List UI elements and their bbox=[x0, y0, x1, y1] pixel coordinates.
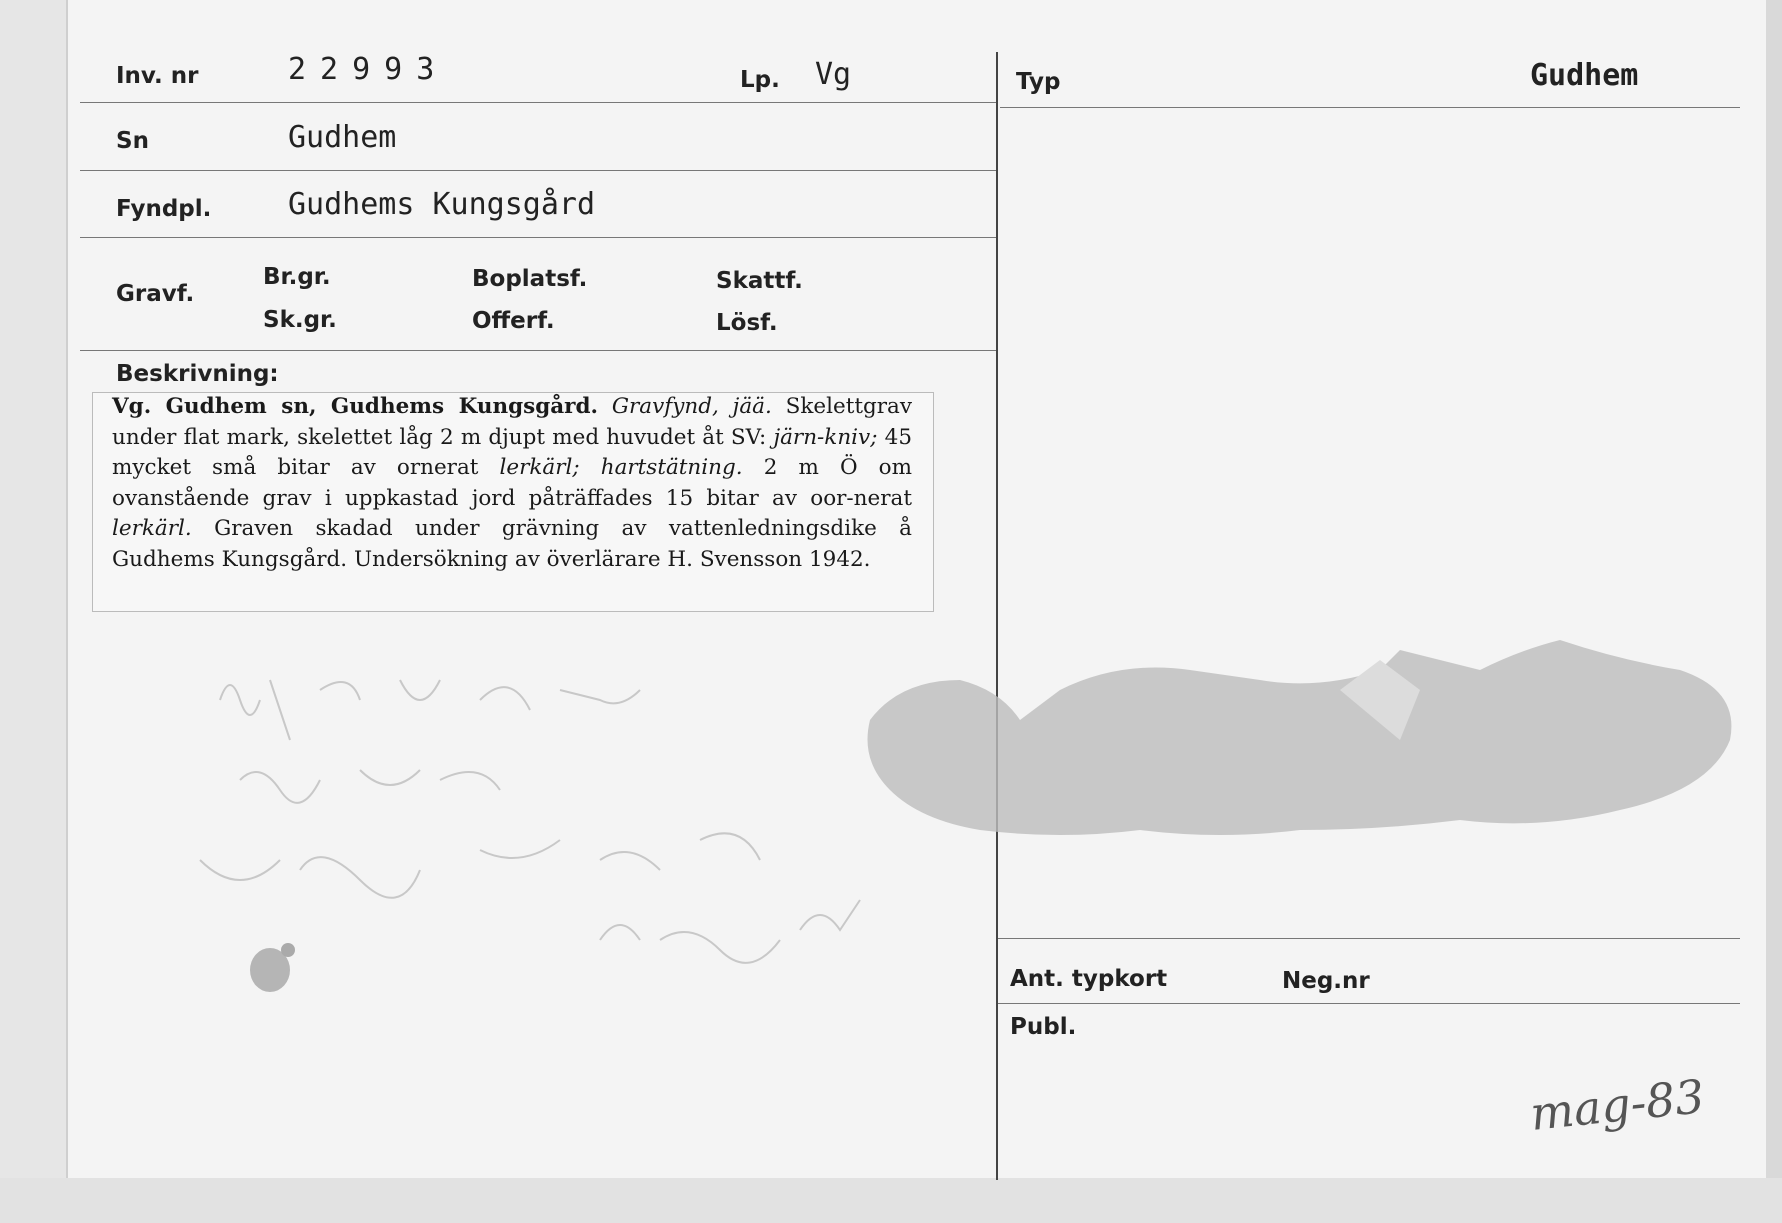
losf-label: Lösf. bbox=[716, 310, 778, 336]
gravf-label: Gravf. bbox=[116, 281, 195, 307]
scan-edge bbox=[0, 1178, 1782, 1223]
desc-text: Graven skadad under grävning av vattenledningsdike å Gudhems Kungsgård. Undersökning av överlärare H. Svensson 1942. bbox=[112, 516, 912, 572]
fyndpl-value: Gudhems Kungsgård bbox=[288, 187, 596, 222]
typ-value: Gudhem bbox=[1530, 58, 1639, 93]
offerf-label: Offerf. bbox=[472, 308, 555, 334]
inv-nr-value: 22993 bbox=[288, 52, 449, 87]
row-divider bbox=[80, 102, 996, 103]
row-divider bbox=[1000, 107, 1740, 108]
sn-label: Sn bbox=[116, 128, 149, 154]
sk-gr-label: Sk.gr. bbox=[263, 307, 337, 333]
publ-label: Publ. bbox=[1010, 1014, 1077, 1040]
ant-typkort-label: Ant. typkort bbox=[1010, 966, 1168, 992]
handwritten-note: mag-83 bbox=[1527, 1069, 1707, 1141]
typ-label: Typ bbox=[1016, 69, 1061, 95]
row-divider bbox=[80, 237, 996, 238]
desc-text: Skelettgrav under flat mark, skelettet låg 2 m djupt med huvudet åt SV: bbox=[112, 394, 912, 450]
skattf-label: Skattf. bbox=[716, 268, 803, 294]
row-divider bbox=[998, 938, 1740, 939]
water-stain bbox=[860, 630, 1740, 870]
description-text bbox=[112, 392, 912, 576]
desc-find-type: Gravfynd, jää. bbox=[611, 394, 772, 419]
scan-edge bbox=[1766, 0, 1782, 1223]
lp-label: Lp. bbox=[740, 67, 780, 93]
fyndpl-label: Fyndpl. bbox=[116, 196, 212, 222]
desc-object: lerkärl. bbox=[112, 516, 192, 542]
row-divider bbox=[998, 1003, 1740, 1004]
row-divider bbox=[80, 170, 996, 171]
desc-object: järn-kniv; bbox=[773, 424, 878, 450]
desc-text: 2 m Ö om ovanstående grav i uppkastad jord påträffades 15 bitar av oor-nerat bbox=[112, 455, 912, 511]
desc-object: lerkärl; hartstätning. bbox=[499, 455, 743, 481]
column-divider bbox=[996, 52, 998, 1180]
lp-value: Vg bbox=[815, 57, 852, 92]
neg-nr-label: Neg.nr bbox=[1282, 968, 1370, 994]
br-gr-label: Br.gr. bbox=[263, 264, 331, 290]
beskrivning-label: Beskrivning: bbox=[116, 361, 279, 387]
inv-nr-label: Inv. nr bbox=[116, 63, 199, 89]
desc-text: 45 mycket små bitar av ornerat bbox=[112, 424, 912, 481]
row-divider bbox=[80, 350, 996, 351]
sn-value: Gudhem bbox=[288, 120, 397, 155]
desc-heading: Vg. Gudhem sn, Gudhems Kungsgård. bbox=[112, 394, 599, 419]
boplatsf-label: Boplatsf. bbox=[472, 266, 588, 292]
ink-blot-mark bbox=[240, 930, 310, 1000]
